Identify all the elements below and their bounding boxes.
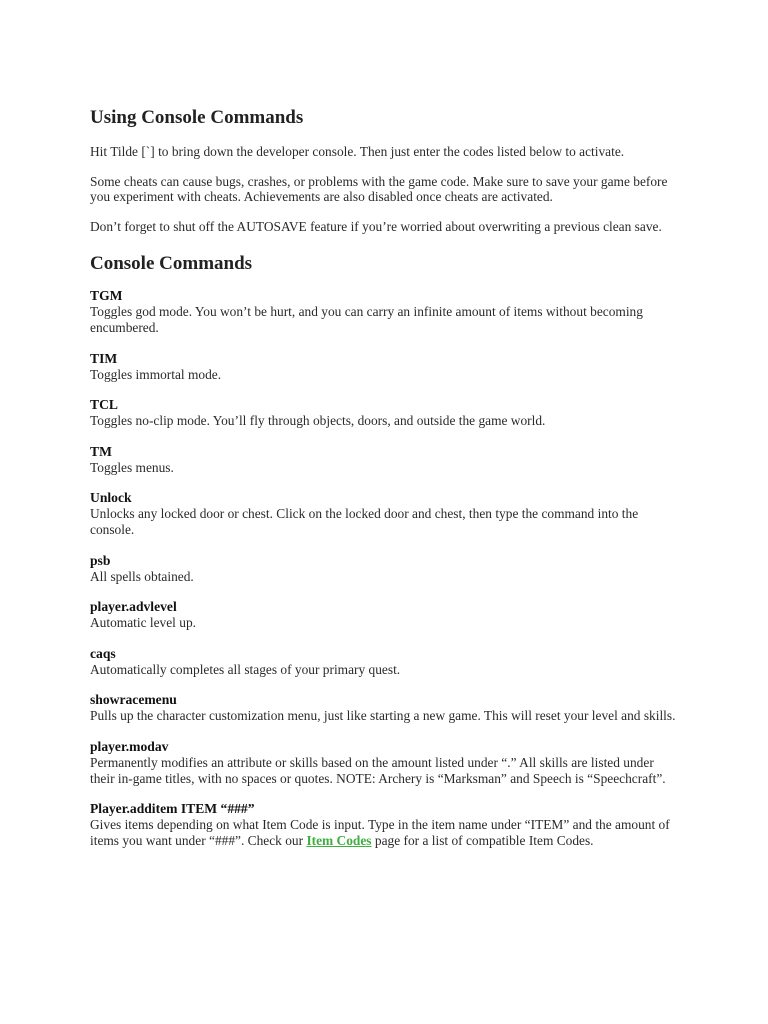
- command-description: Toggles immortal mode.: [90, 366, 222, 382]
- command-entry-additem: [90, 801, 680, 848]
- command-entry-showracemenu: [90, 692, 680, 724]
- command-entry-psb: [90, 553, 680, 585]
- command-name: caqs: [90, 645, 116, 661]
- description-text-before: Gives items depending on what Item Code is input. Type in the item name under “ITEM” and the amount of items you want under “###”. Check our: [90, 817, 670, 848]
- command-description: Automatically completes all stages of your primary quest.: [90, 661, 401, 677]
- intro-paragraph-1: Hit Tilde [`] to bring down the developer console. Then just enter the codes listed below to activate.: [90, 144, 625, 159]
- command-description: All spells obtained.: [90, 568, 194, 584]
- command-name: player.modav: [90, 738, 169, 754]
- command-name: Player.additem ITEM “###”: [90, 801, 255, 817]
- command-name: player.advlevel: [90, 599, 177, 615]
- command-entry-caqs: [90, 646, 680, 678]
- command-description: Toggles menus.: [90, 459, 174, 475]
- heading-using-console-commands: Using Console Commands: [90, 107, 304, 128]
- command-description: Toggles god mode. You won’t be hurt, and you can carry an infinite amount of items without becoming encumbered.: [90, 304, 643, 335]
- command-entry-advlevel: [90, 599, 680, 631]
- intro-paragraph-3: Don’t forget to shut off the AUTOSAVE feature if you’re worried about overwriting a previous clean save.: [90, 218, 662, 234]
- command-entry-tm: [90, 444, 680, 476]
- command-name: showracemenu: [90, 692, 177, 708]
- command-entry-unlock: [90, 490, 680, 537]
- heading-console-commands: Console Commands: [90, 253, 253, 275]
- item-codes-link[interactable]: Item Codes: [306, 832, 372, 848]
- command-description: Permanently modifies an attribute or skills based on the amount listed under “.” All skills are listed under their in-game titles, with no spaces or quotes. NOTE: Archery is “Marksman” and Speech is “Speechcraft”.: [90, 754, 666, 786]
- command-entry-tim: [90, 351, 680, 383]
- command-description: [90, 817, 680, 848]
- command-description: Toggles no-clip mode. You’ll fly through objects, doors, and outside the game world.: [90, 413, 546, 429]
- command-name: TGM: [90, 288, 123, 304]
- command-entry-tcl: [90, 397, 680, 429]
- command-name: TCL: [90, 397, 118, 413]
- command-name: psb: [90, 552, 111, 568]
- document-page: [90, 106, 680, 863]
- command-description: Unlocks any locked door or chest. Click on the locked door and chest, then type the command into the console.: [90, 506, 639, 537]
- command-description: Automatic level up.: [90, 615, 196, 631]
- command-name: TM: [90, 443, 112, 459]
- command-name: TIM: [90, 350, 118, 366]
- command-name: Unlock: [90, 490, 132, 506]
- command-entry-modav: [90, 739, 680, 786]
- description-text-after: page for a list of compatible Item Codes.: [371, 832, 594, 848]
- intro-paragraph-2: Some cheats can cause bugs, crashes, or problems with the game code. Make sure to save your game before you experiment with cheats. Achievements are also disabled once cheats are activated.: [90, 173, 668, 205]
- command-description: Pulls up the character customization menu, just like starting a new game. This will reset your level and skills.: [90, 708, 676, 724]
- command-entry-tgm: [90, 288, 680, 335]
